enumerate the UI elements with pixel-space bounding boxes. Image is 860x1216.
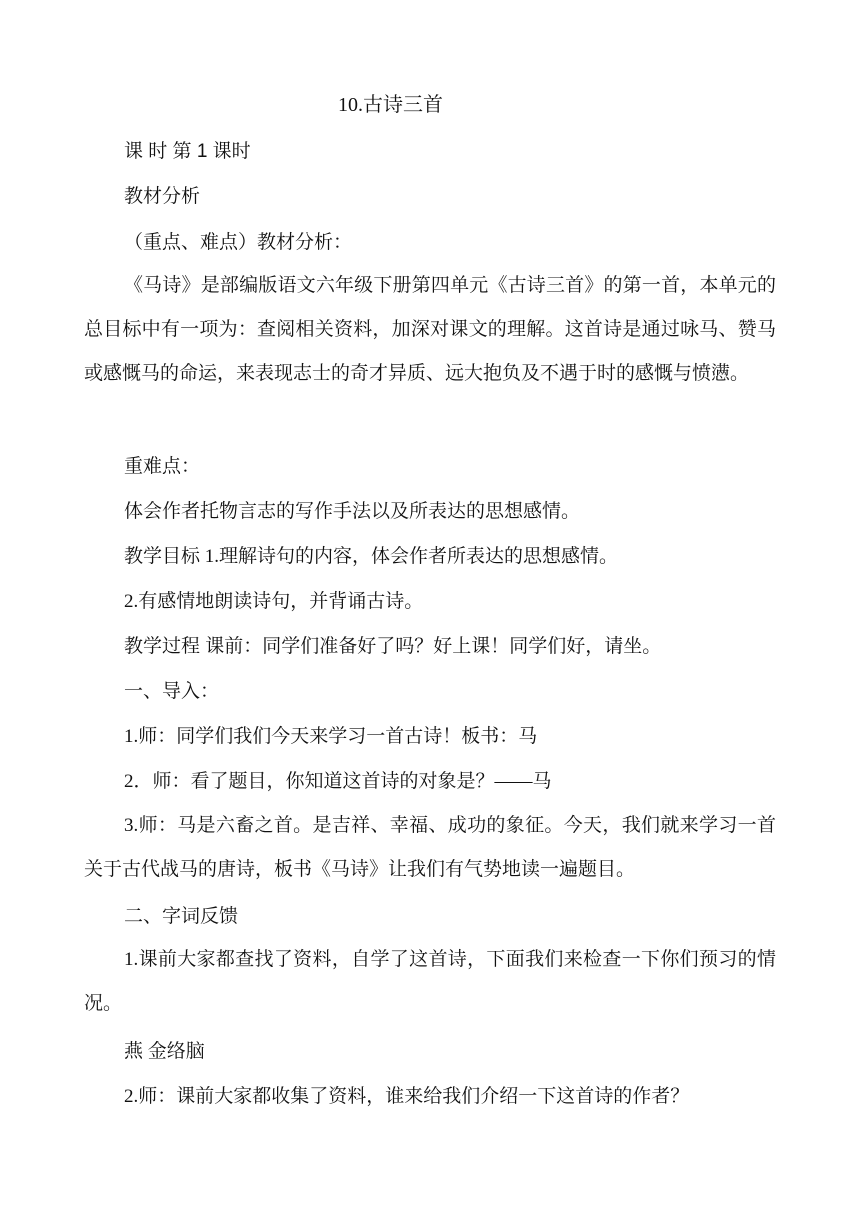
intro-item-1: 1.师：同学们我们今天来学习一首古诗！板书：马 <box>124 726 538 747</box>
goal-item-1: 1.理解诗句的内容，体会作者所表达的思想感情。 <box>204 546 619 567</box>
key-difficult-text: 体会作者托物言志的写作手法以及所表达的思想感情。 <box>124 501 581 522</box>
teaching-process <box>124 634 661 660</box>
teaching-goals <box>124 544 618 570</box>
document-title: 10.古诗三首 <box>338 94 443 116</box>
lesson-time: 课 时 第 1 课时 <box>124 141 251 162</box>
vocab-item-2: 2.师：课前大家都收集了资料，谁来给我们介绍一下这首诗的作者？ <box>124 1086 690 1107</box>
heading-analysis: 教材分析 <box>124 186 201 207</box>
subheading-analysis: （重点、难点）教材分析： <box>124 232 353 253</box>
paragraph-analysis: 《马诗》是部编版语文六年级下册第四单元《古诗三首》的第一首，本单元的总目标中有一项为：查阅相关资料，加深对课文的理解。这首诗是通过咏马、赞马或感慨马的命运，来表现志士的奇才异质、远大抱负及不遇于时的感慨与愤懑。 <box>84 275 776 384</box>
section-vocabulary: 二、字词反馈 <box>124 906 239 927</box>
key-difficult-label: 重难点： <box>124 456 201 477</box>
intro-item-3: 3.师：马是六畜之首。是吉祥、幸福、成功的象征。今天，我们就来学习一首关于古代战马的唐诗，板书《马诗》让我们有气势地读一遍题目。 <box>84 815 776 880</box>
process-label: 教学过程 <box>124 636 201 657</box>
goal-label: 教学目标 <box>124 546 201 567</box>
process-intro: 课前：同学们准备好了吗？好上课！同学们好，请坐。 <box>205 636 662 657</box>
goal-item-2: 2.有感情地朗读诗句，并背诵古诗。 <box>124 591 424 612</box>
section-introduction: 一、导入： <box>124 681 220 702</box>
vocab-words: 燕 金络脑 <box>124 1041 205 1062</box>
intro-item-2: 2．师：看了题目，你知道这首诗的对象是？——马 <box>124 771 552 792</box>
vocab-item-1: 1.课前大家都查找了资料，自学了这首诗，下面我们来检查一下你们预习的情况。 <box>84 949 776 1014</box>
